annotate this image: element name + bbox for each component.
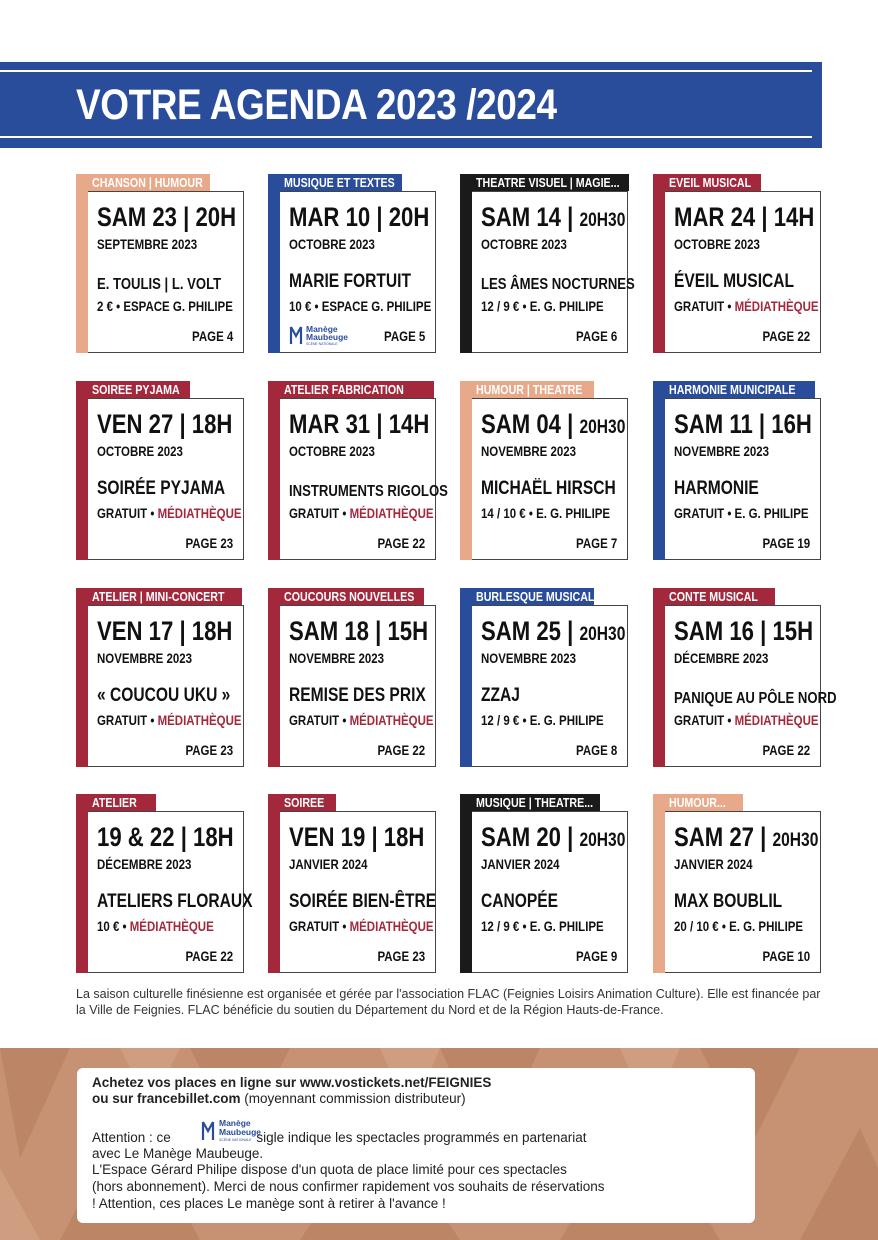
event-page-ref: PAGE 22 [377, 742, 425, 758]
event-page-ref: PAGE 23 [185, 535, 233, 551]
event-page-ref: PAGE 4 [191, 328, 233, 344]
event-category: COUCOURS NOUVELLES [268, 588, 424, 605]
event-category: SOIREE [268, 794, 336, 811]
event-color-bar [460, 191, 472, 353]
event-color-bar [653, 811, 665, 973]
event-box [472, 398, 628, 560]
event-page-ref: PAGE 22 [185, 948, 233, 964]
event-page-ref: PAGE 22 [762, 328, 810, 344]
event-color-bar [268, 398, 280, 560]
event-category: ATELIER FABRICATION [268, 381, 434, 398]
event-card [268, 174, 437, 354]
commission-text: (moyennant commission distributeur) [240, 1091, 466, 1106]
event-date: VEN 27 | 18H [97, 409, 233, 439]
event-price-venue: GRATUIT • MÉDIATHÈQUE [289, 918, 434, 934]
event-category: ATELIER | MINI-CONCERT [76, 588, 242, 605]
event-page-ref: PAGE 22 [762, 742, 810, 758]
event-category: HARMONIE MUNICIPALE [653, 381, 815, 398]
event-month: SEPTEMBRE 2023 [97, 236, 198, 252]
event-box [665, 191, 821, 353]
event-color-bar [653, 398, 665, 560]
logo-line1: Manège [219, 1118, 251, 1128]
event-title: PANIQUE AU PÔLE NORD [674, 690, 837, 707]
page-title: VOTRE AGENDA 2023 /2024 [76, 81, 557, 129]
event-month: NOVEMBRE 2023 [97, 650, 193, 666]
event-price-venue: GRATUIT • MÉDIATHÈQUE [674, 712, 819, 728]
event-card [268, 588, 437, 768]
event-date: 19 & 22 | 18H [97, 822, 234, 852]
event-box [665, 605, 837, 767]
francebillet-link: ou sur francebillet.com [92, 1091, 241, 1106]
event-color-bar [653, 191, 665, 353]
event-page-ref: PAGE 9 [575, 948, 617, 964]
event-price-venue: GRATUIT • MÉDIATHÈQUE [289, 712, 434, 728]
event-color-bar [460, 398, 472, 560]
event-color-bar [268, 605, 280, 767]
warning-line: ! Attention, ces places Le manège sont à retirer à l'avance ! [92, 1196, 446, 1211]
event-card [76, 381, 245, 561]
event-date: SAM 25 | 20H30 [481, 616, 626, 646]
event-card [268, 794, 437, 974]
event-title: MARIE FORTUIT [289, 271, 412, 292]
banner-top-rule [0, 70, 812, 72]
event-price-venue: GRATUIT • MÉDIATHÈQUE [97, 505, 242, 521]
event-date: MAR 24 | 14H [674, 202, 815, 232]
event-page-ref: PAGE 6 [575, 328, 617, 344]
event-price-venue: GRATUIT • MÉDIATHÈQUE [289, 505, 434, 521]
event-color-bar [76, 398, 88, 560]
event-card [76, 794, 253, 974]
event-date: VEN 17 | 18H [97, 616, 233, 646]
event-card [460, 588, 629, 768]
manege-logo-inline [201, 1118, 271, 1149]
event-category: EVEIL MUSICAL [653, 174, 761, 191]
event-box [88, 398, 244, 560]
manege-logo-icon [201, 1118, 271, 1144]
event-title: ATELIERS FLORAUX [97, 891, 253, 912]
event-date: SAM 16 | 15H [674, 616, 814, 646]
event-title: MAX BOUBLIL [674, 891, 783, 912]
francebillet-line [92, 1091, 466, 1107]
event-box [88, 811, 253, 973]
manege-logo-icon [289, 324, 359, 348]
event-month: NOVEMBRE 2023 [481, 650, 577, 666]
event-color-bar [460, 605, 472, 767]
event-card [460, 381, 629, 561]
event-price-venue: 12 / 9 € • E. G. PHILIPE [481, 918, 604, 934]
event-title: SOIRÉE BIEN-ÊTRE [289, 891, 437, 912]
event-box [665, 398, 821, 560]
event-card [653, 381, 822, 561]
event-price-venue: 12 / 9 € • E. G. PHILIPE [481, 712, 604, 728]
event-month: OCTOBRE 2023 [97, 443, 183, 459]
event-box [280, 811, 436, 973]
event-box [665, 811, 821, 973]
event-month: NOVEMBRE 2023 [674, 443, 770, 459]
header-banner [0, 62, 822, 148]
event-price-venue: 10 € • MÉDIATHÈQUE [97, 918, 214, 934]
event-price-venue: 10 € • ESPACE G. PHILIPE [289, 298, 432, 314]
event-month: OCTOBRE 2023 [481, 236, 567, 252]
event-page-ref: PAGE 5 [383, 328, 425, 344]
event-month: DÉCEMBRE 2023 [97, 856, 192, 872]
attention-suffix: sigle indique les spectacles programmés en partenariat [252, 1130, 587, 1145]
event-date: SAM 11 | 16H [674, 409, 812, 439]
event-page-ref: PAGE 22 [377, 535, 425, 551]
event-box [88, 605, 244, 767]
event-date: SAM 20 | 20H30 [481, 822, 626, 852]
event-title: E. TOULIS | L. VOLT [97, 276, 222, 293]
event-color-bar [653, 605, 665, 767]
event-page-ref: PAGE 23 [185, 742, 233, 758]
event-category: HUMOUR... [653, 794, 743, 811]
event-month: OCTOBRE 2023 [289, 236, 375, 252]
event-color-bar [76, 811, 88, 973]
event-date: VEN 19 | 18H [289, 822, 425, 852]
manege-logo [289, 324, 359, 348]
event-color-bar [460, 811, 472, 973]
svg-text:SCÈNE NATIONALE: SCÈNE NATIONALE [306, 342, 338, 346]
ticket-info-box [77, 1068, 755, 1223]
event-month: NOVEMBRE 2023 [481, 443, 577, 459]
event-category: SOIREE PYJAMA [76, 381, 190, 398]
event-box [280, 191, 436, 353]
event-date: MAR 31 | 14H [289, 409, 430, 439]
event-box [280, 605, 436, 767]
event-price-venue: GRATUIT • MÉDIATHÈQUE [97, 712, 242, 728]
banner-bottom-rule [0, 136, 812, 138]
event-card [653, 794, 822, 974]
event-price-venue: GRATUIT • E. G. PHILIPE [674, 505, 809, 521]
event-date: SAM 27 | 20H30 [674, 822, 819, 852]
event-card [76, 174, 245, 354]
event-price-venue: 14 / 10 € • E. G. PHILIPE [481, 505, 611, 521]
svg-text:Maubeuge: Maubeuge [306, 332, 349, 342]
event-title: MICHAËL HIRSCH [481, 478, 616, 499]
event-color-bar [268, 191, 280, 353]
event-title: ÉVEIL MUSICAL [674, 271, 795, 292]
event-price-venue: 2 € • ESPACE G. PHILIPE [97, 298, 233, 314]
event-box [280, 398, 448, 560]
event-box [472, 191, 635, 353]
logo-line3: SCÈNE NATIONALE [219, 1138, 252, 1142]
event-color-bar [268, 811, 280, 973]
event-category: BURLESQUE MUSICAL [460, 588, 594, 605]
svg-text:Manège: Manège [306, 324, 338, 334]
logo-line2: Maubeuge [219, 1127, 262, 1137]
event-title: ZZAJ [481, 685, 520, 706]
event-month: JANVIER 2024 [481, 856, 560, 872]
event-month: NOVEMBRE 2023 [289, 650, 385, 666]
event-card [653, 174, 822, 354]
event-category: THEATRE VISUEL | MAGIE... [460, 174, 629, 191]
event-box [472, 811, 628, 973]
event-date: SAM 14 | 20H30 [481, 202, 626, 232]
attention-line [92, 1130, 587, 1146]
event-title: REMISE DES PRIX [289, 685, 426, 706]
event-box [88, 191, 244, 353]
event-category: MUSIQUE ET TEXTES [268, 174, 402, 191]
event-color-bar [76, 191, 88, 353]
event-month: JANVIER 2024 [289, 856, 368, 872]
event-category: CHANSON | HUMOUR [76, 174, 210, 191]
event-month: OCTOBRE 2023 [289, 443, 375, 459]
event-card [76, 588, 245, 768]
event-title: « COUCOU UKU » [97, 685, 231, 706]
event-card [268, 381, 448, 561]
event-color-bar [76, 605, 88, 767]
event-card [460, 174, 635, 354]
event-page-ref: PAGE 8 [575, 742, 617, 758]
online-ticket-line: Achetez vos places en ligne sur www.vostickets.net/FEIGNIES [92, 1075, 492, 1090]
event-title: HARMONIE [674, 478, 759, 499]
event-card [653, 588, 837, 768]
event-category: CONTE MUSICAL [653, 588, 775, 605]
event-title: LES ÂMES NOCTURNES [481, 276, 635, 293]
event-category: ATELIER [76, 794, 156, 811]
event-box [472, 605, 628, 767]
event-page-ref: PAGE 10 [762, 948, 810, 964]
event-date: SAM 04 | 20H30 [481, 409, 626, 439]
event-month: OCTOBRE 2023 [674, 236, 760, 252]
event-month: DÉCEMBRE 2023 [674, 650, 769, 666]
subscription-line: (hors abonnement). Merci de nous confirmer rapidement vos souhaits de réservations [92, 1179, 605, 1194]
event-page-ref: PAGE 7 [575, 535, 617, 551]
event-price-venue: 12 / 9 € • E. G. PHILIPE [481, 298, 604, 314]
season-note: La saison culturelle finésienne est organisée et gérée par l'association FLAC (Feignies Loisirs Animation Culture). Elle est financée par la Ville de Feignies. FLAC bénéficie du soutien du Département du Nord et de la Région Hauts-de-France. [76, 987, 821, 1017]
event-date: MAR 10 | 20H [289, 202, 430, 232]
event-price-venue: 20 / 10 € • E. G. PHILIPE [674, 918, 804, 934]
event-date: SAM 23 | 20H [97, 202, 237, 232]
event-date: SAM 18 | 15H [289, 616, 429, 646]
event-price-venue: GRATUIT • MÉDIATHÈQUE [674, 298, 819, 314]
event-page-ref: PAGE 19 [762, 535, 810, 551]
quota-line: L'Espace Gérard Philipe dispose d'un quota de place limité pour ces spectacles [92, 1162, 567, 1177]
event-page-ref: PAGE 23 [377, 948, 425, 964]
event-category: MUSIQUE | THEATRE... [460, 794, 600, 811]
event-month: JANVIER 2024 [674, 856, 753, 872]
attention-prefix: Attention : ce [92, 1130, 175, 1145]
event-title: SOIRÉE PYJAMA [97, 478, 226, 499]
event-title: INSTRUMENTS RIGOLOS [289, 483, 448, 500]
event-category: HUMOUR | THEATRE [460, 381, 594, 398]
event-card [460, 794, 629, 974]
event-title: CANOPÉE [481, 891, 559, 912]
partner-line: avec Le Manège Maubeuge. [92, 1146, 264, 1161]
